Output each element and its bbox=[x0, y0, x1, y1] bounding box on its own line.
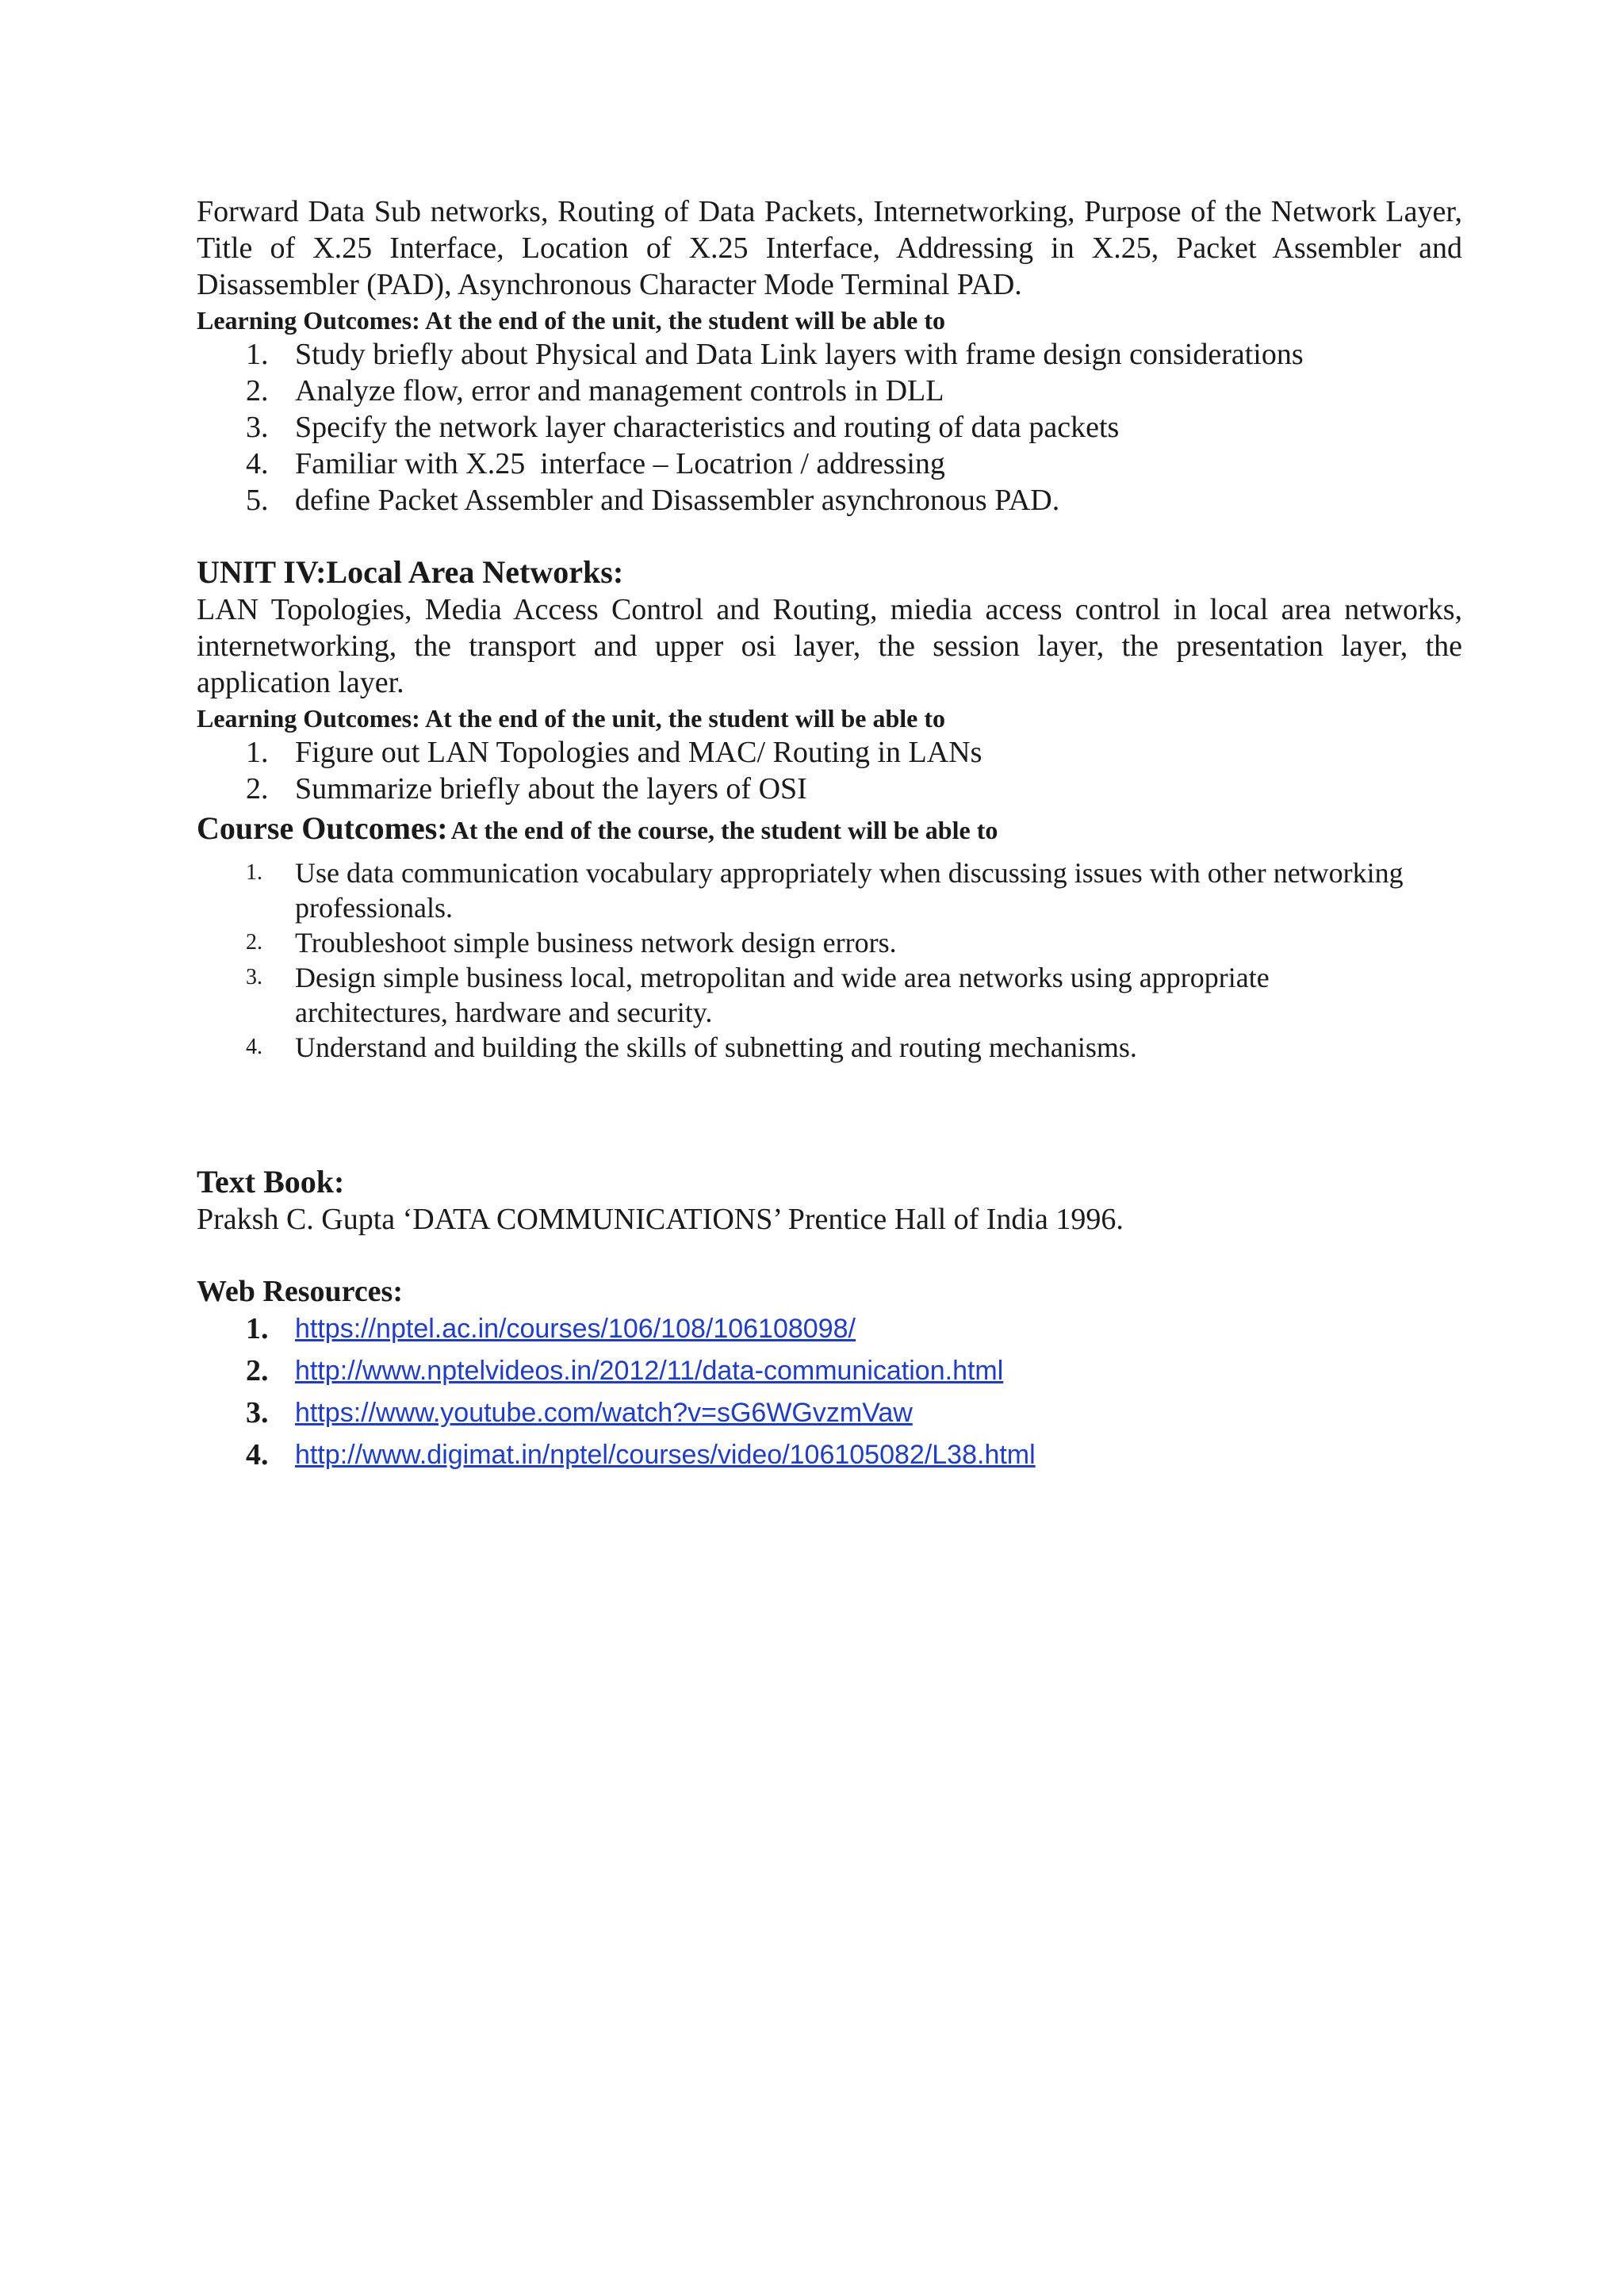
list-item-text: Study briefly about Physical and Data Link layers with frame design considerations bbox=[295, 338, 1304, 371]
list-item-text: Familiar with X.25 interface – Locatrion / addressing bbox=[295, 447, 945, 480]
web-resource-link[interactable]: http://www.digimat.in/nptel/courses/video/106105082/L38.html bbox=[295, 1440, 1036, 1470]
list-item bbox=[197, 1395, 1462, 1437]
list-item bbox=[197, 734, 1462, 771]
list-number: 2. bbox=[246, 1354, 269, 1387]
unit3-learning-outcomes-heading: Learning Outcomes: At the end of the unit, the student will be able to bbox=[197, 306, 945, 335]
web-resources-list bbox=[197, 1311, 1462, 1479]
document-page bbox=[197, 193, 1462, 1479]
web-resources-heading: Web Resources: bbox=[197, 1275, 403, 1308]
list-item bbox=[197, 925, 1462, 960]
list-item-text: Summarize briefly about the layers of OSI bbox=[295, 772, 807, 806]
list-number: 2. bbox=[246, 374, 269, 408]
list-item bbox=[197, 336, 1462, 373]
web-resource-link[interactable]: http://www.nptelvideos.in/2012/11/data-communication.html bbox=[295, 1356, 1004, 1386]
unit3-learning-outcomes-list bbox=[197, 336, 1462, 519]
course-outcomes-title: Course Outcomes: bbox=[197, 810, 448, 846]
web-resource-link[interactable]: https://www.youtube.com/watch?v=sG6WGvzmVaw bbox=[295, 1398, 913, 1428]
list-item bbox=[197, 1311, 1462, 1353]
list-number: 3. bbox=[246, 965, 262, 989]
list-number: 1. bbox=[246, 860, 262, 885]
unit4-learning-outcomes-heading: Learning Outcomes: At the end of the unit, the student will be able to bbox=[197, 704, 945, 733]
list-number: 5. bbox=[246, 484, 269, 517]
list-number: 3. bbox=[246, 1396, 269, 1429]
web-resource-link[interactable]: https://nptel.ac.in/courses/106/108/106108098/ bbox=[295, 1314, 856, 1344]
list-item-text: Specify the network layer characteristics and routing of data packets bbox=[295, 411, 1120, 444]
list-item bbox=[197, 771, 1462, 807]
list-number: 1. bbox=[246, 1312, 269, 1345]
course-outcomes-subtitle: At the end of the course, the student will be able to bbox=[450, 816, 998, 844]
list-item bbox=[197, 1437, 1462, 1479]
list-item-text: Understand and building the skills of subnetting and routing mechanisms. bbox=[295, 1031, 1137, 1063]
list-item-text: Figure out LAN Topologies and MAC/ Routing in LANs bbox=[295, 736, 982, 769]
text-book-heading: Text Book: bbox=[197, 1164, 345, 1200]
list-item-text: define Packet Assembler and Disassembler asynchronous PAD. bbox=[295, 484, 1060, 517]
list-item bbox=[197, 960, 1462, 1030]
unit4-heading: UNIT IV:Local Area Networks: bbox=[197, 554, 624, 590]
list-number: 4. bbox=[246, 1438, 269, 1471]
list-item bbox=[197, 1030, 1462, 1065]
list-item-text: Use data communication vocabulary appropriately when discussing issues with other networking professionals. bbox=[295, 857, 1404, 924]
list-number: 4. bbox=[246, 447, 269, 480]
list-item-text: Troubleshoot simple business network design errors. bbox=[295, 927, 897, 959]
list-item bbox=[197, 373, 1462, 409]
list-item-text: Design simple business local, metropolitan and wide area networks using appropriate architectures, hardware and security. bbox=[295, 962, 1270, 1028]
list-item bbox=[197, 1353, 1462, 1395]
unit4-learning-outcomes-list bbox=[197, 734, 1462, 807]
list-item bbox=[197, 409, 1462, 446]
list-item bbox=[197, 482, 1462, 519]
list-number: 1. bbox=[246, 338, 269, 371]
list-number: 2. bbox=[246, 930, 262, 955]
course-outcomes-heading bbox=[197, 809, 1462, 855]
list-number: 2. bbox=[246, 772, 269, 806]
list-number: 3. bbox=[246, 411, 269, 444]
list-number: 1. bbox=[246, 736, 269, 769]
course-outcomes-list bbox=[197, 855, 1462, 1065]
list-item-text: Analyze flow, error and management controls in DLL bbox=[295, 374, 944, 408]
intro-paragraph: Forward Data Sub networks, Routing of Data Packets, Internetworking, Purpose of the Network Layer, Title of X.25 Interface, Location of X.25 Interface, Addressing in X.25, Packet Assembler and Disassembler (PAD), Asynchronous Character Mode Terminal PAD. bbox=[197, 195, 1462, 301]
list-item bbox=[197, 855, 1462, 925]
list-number: 4. bbox=[246, 1035, 262, 1059]
text-book-citation: Praksh C. Gupta ‘DATA COMMUNICATIONS’ Prentice Hall of India 1996. bbox=[197, 1203, 1124, 1236]
list-item bbox=[197, 446, 1462, 482]
unit4-paragraph: LAN Topologies, Media Access Control and Routing, miedia access control in local area networks, internetworking, the transport and upper osi layer, the session layer, the presentation layer, the application layer. bbox=[197, 593, 1462, 699]
